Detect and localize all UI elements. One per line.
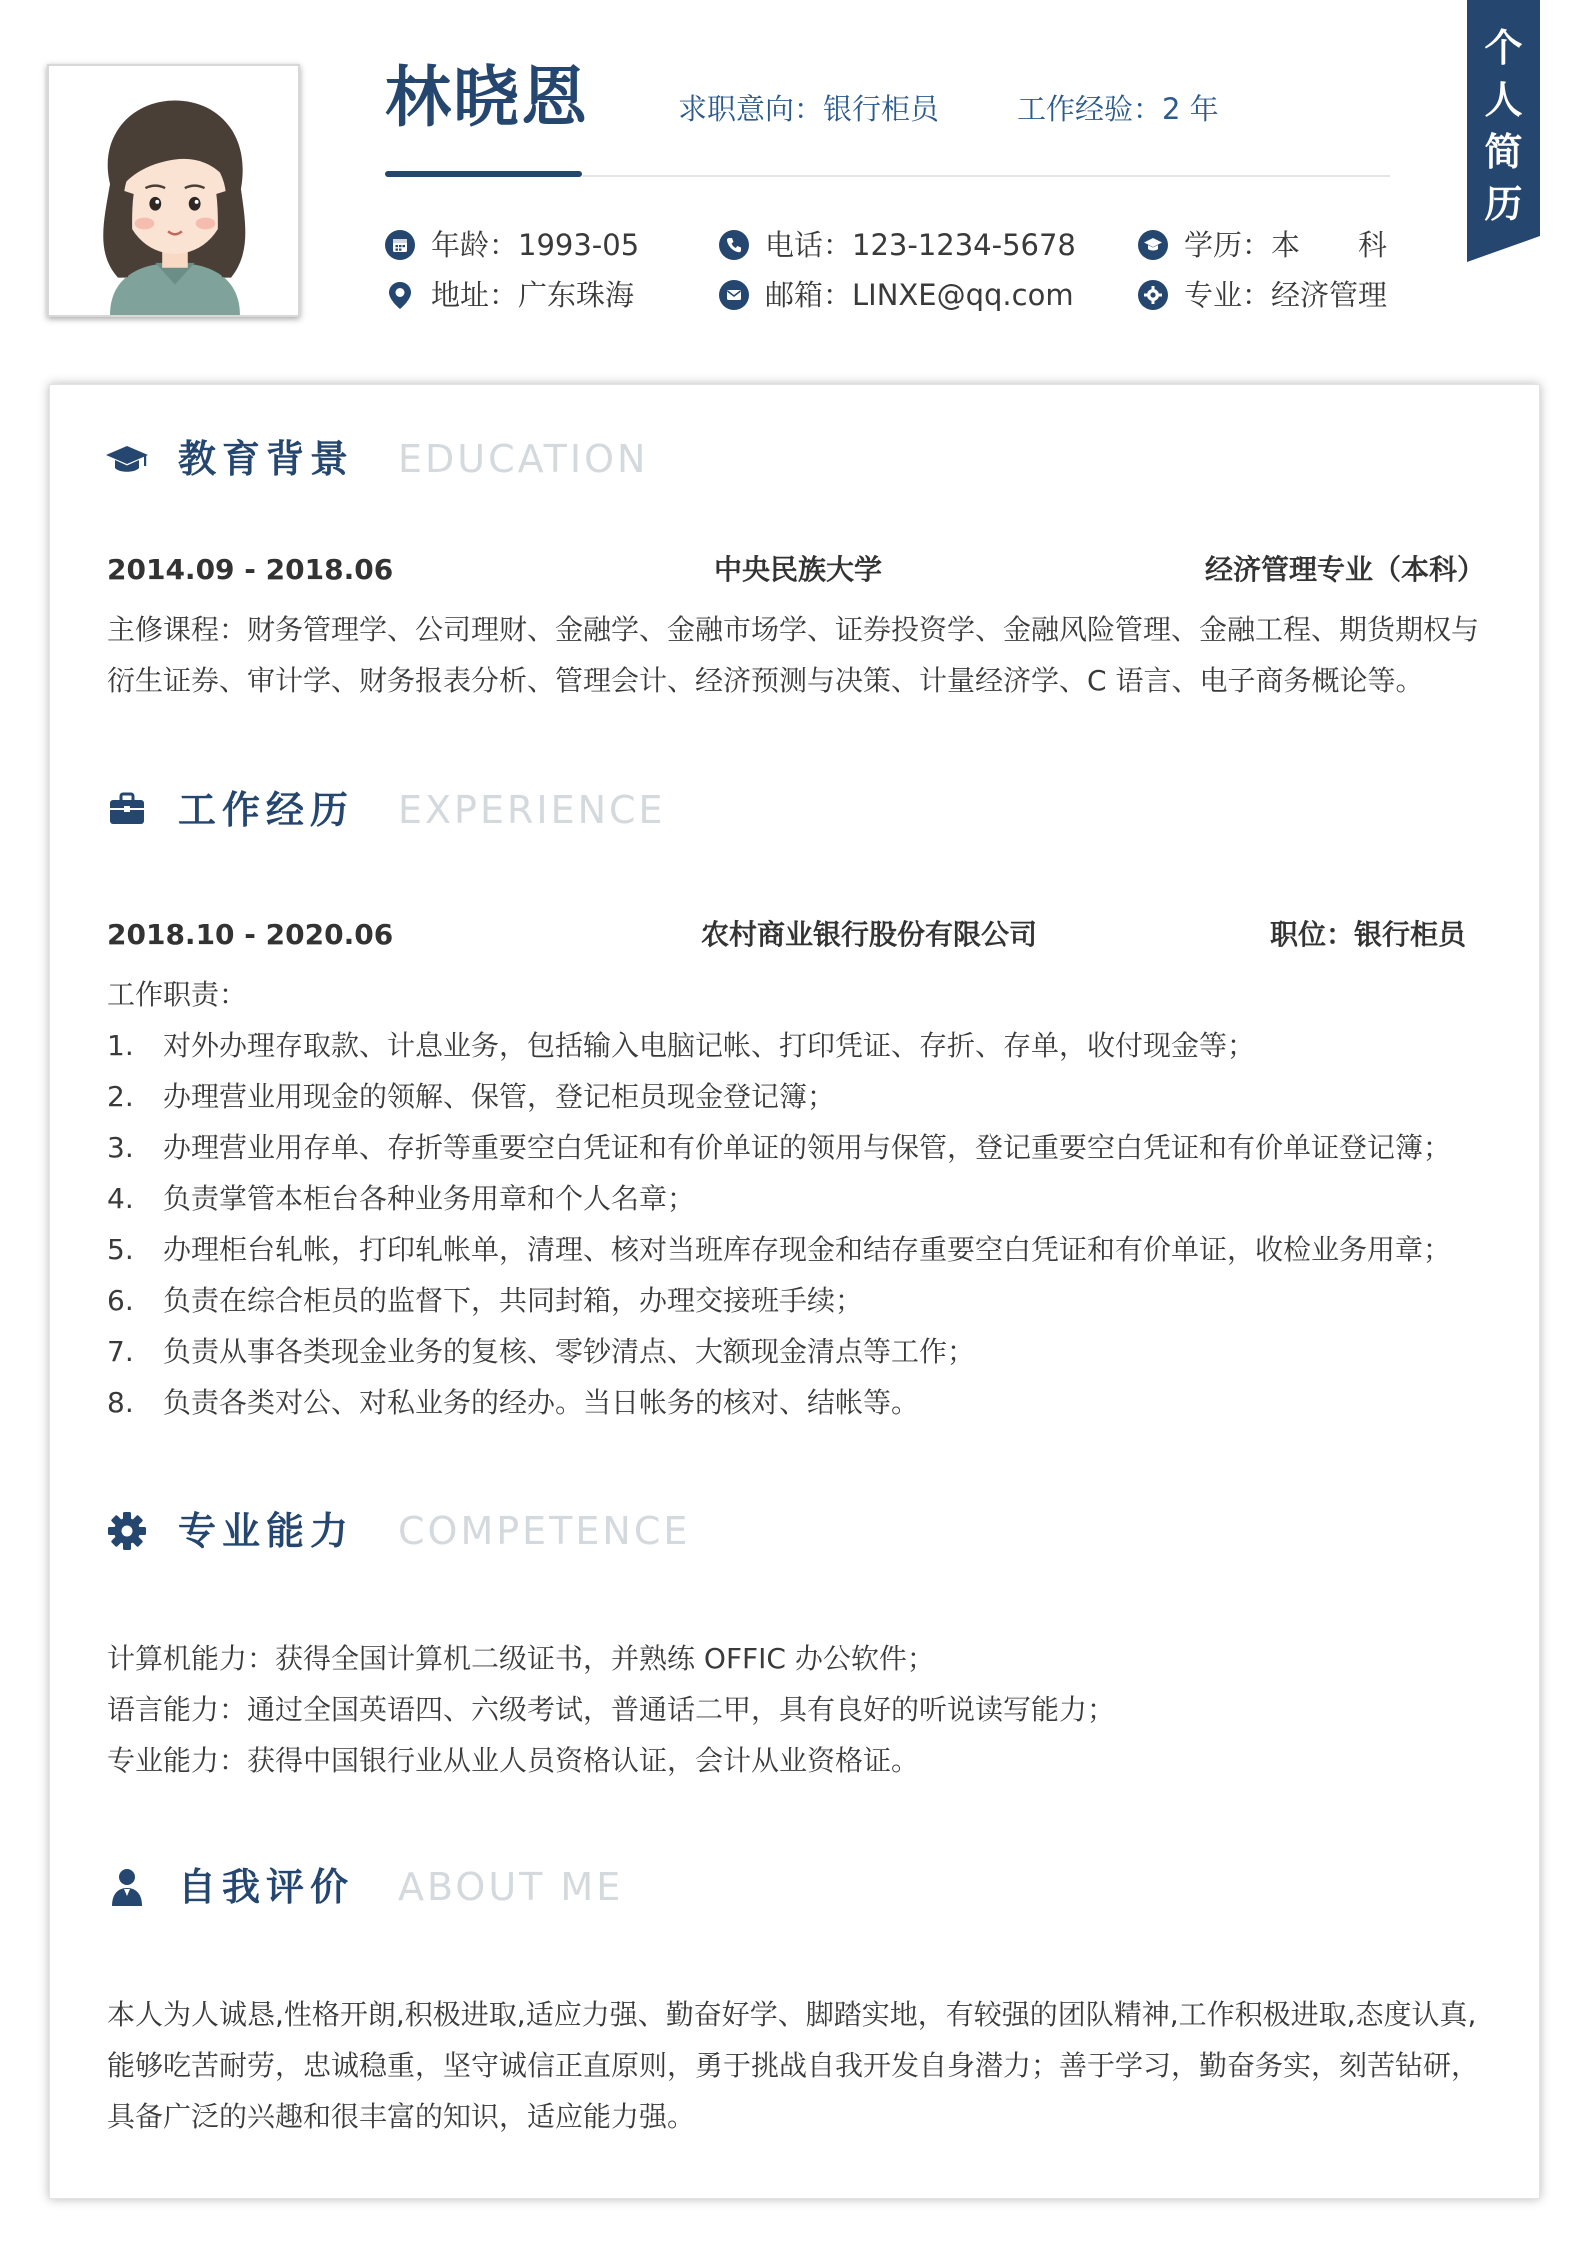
education-date: 2014.09 - 2018.06 (107, 553, 394, 586)
competence-item: 专业能力：获得中国银行业从业人员资格认证，会计从业资格证。 (107, 1744, 920, 1777)
duty-text: 办理营业用现金的领解、保管，登记柜员现金登记簿； (163, 1080, 836, 1113)
section-about-title: 自我评价 ABOUT ME (104, 1862, 623, 1912)
duty-item (107, 1377, 1482, 1428)
ribbon-char: 个 (1484, 26, 1523, 70)
competence-item: 语言能力：通过全国英语四、六级考试，普通话二甲，具有良好的听说读写能力； (107, 1693, 1116, 1726)
experience-position: 职位：银行柜员 (1270, 918, 1467, 951)
job-intent: 求职意向：银行柜员 (678, 92, 940, 126)
duty-text: 负责掌管本柜台各种业务用章和个人名章； (163, 1182, 696, 1215)
duty-number: 2. (107, 1080, 134, 1113)
education-degree: 经济管理专业（本科） (1205, 553, 1486, 586)
duty-item (107, 1173, 1482, 1224)
info-education: 学历：本 科 (1138, 228, 1387, 262)
person-icon (104, 1864, 150, 1910)
duty-text: 负责在综合柜员的监督下，共同封箱，办理交接班手续； (163, 1284, 864, 1317)
duty-number: 7. (107, 1335, 134, 1368)
duty-number: 8. (107, 1386, 134, 1419)
duty-number: 6. (107, 1284, 134, 1317)
briefcase-icon (104, 787, 150, 833)
profile-photo (47, 64, 300, 317)
name-underline (385, 171, 582, 177)
avatar-illustration (49, 66, 298, 315)
duties-list (107, 1020, 1482, 1428)
duty-number: 5. (107, 1233, 134, 1266)
info-email: 邮箱：LINXE@qq.com (719, 278, 1074, 312)
duty-number: 3. (107, 1131, 134, 1164)
work-experience-years: 工作经验：2 年 (1017, 92, 1219, 126)
graduation-icon (1138, 230, 1168, 260)
header-divider (582, 175, 1390, 177)
duty-text: 负责从事各类现金业务的复核、零钞清点、大额现金清点等工作； (163, 1335, 976, 1368)
competence-item: 计算机能力：获得全国计算机二级证书，并熟练 OFFIC 办公软件； (107, 1642, 935, 1675)
settings-icon (1138, 280, 1168, 310)
phone-icon (719, 230, 749, 260)
duty-item (107, 1275, 1482, 1326)
graduation-cap-icon (104, 436, 150, 482)
about-text: 本人为人诚恳,性格开朗,积极进取,适应力强、勤奋好学、脚踏实地，有较强的团队精神,工作积极进取,态度认真, 能够吃苦耐劳，忠诚稳重，坚守诚信正直原则，勇于挑战自我开发自身潜力；善于学习，勤奋务实，刻苦钻研， 具备广泛的兴趣和很丰富的知识，适应能力强。 (107, 1998, 1480, 2133)
resume-ribbon (1467, 0, 1540, 262)
section-competence-title: 专业能力 COMPETENCE (104, 1506, 690, 1556)
candidate-name: 林晓恩 (385, 59, 589, 136)
duty-item (107, 1071, 1482, 1122)
info-address: 地址：广东珠海 (385, 278, 634, 312)
duty-item (107, 1020, 1482, 1071)
duty-text: 办理柜台轧帐，打印轧帐单，清理、核对当班库存现金和结存重要空白凭证和有价单证，收检业务用章； (163, 1233, 1452, 1266)
duty-item (107, 1122, 1482, 1173)
duty-text: 负责各类对公、对私业务的经办。当日帐务的核对、结帐等。 (163, 1386, 920, 1419)
location-pin-icon (385, 280, 415, 310)
experience-row (107, 917, 1475, 953)
mail-icon (719, 280, 749, 310)
duty-number: 1. (107, 1029, 134, 1062)
ribbon-char: 历 (1484, 182, 1523, 226)
info-major: 专业：经济管理 (1138, 278, 1387, 312)
education-row (107, 552, 1486, 588)
info-phone: 电话：123-1234-5678 (719, 228, 1076, 262)
experience-date: 2018.10 - 2020.06 (107, 918, 394, 951)
duty-item (107, 1224, 1482, 1275)
gear-icon (104, 1508, 150, 1554)
competence-list (107, 1633, 1482, 1786)
info-age: 年龄：1993-05 (385, 228, 639, 262)
ribbon-char: 人 (1484, 78, 1523, 122)
duties-label: 工作职责： (107, 978, 248, 1011)
section-experience-title: 工作经历 EXPERIENCE (104, 785, 666, 835)
ribbon-char: 简 (1484, 130, 1523, 174)
education-school: 中央民族大学 (714, 553, 883, 586)
education-courses: 主修课程：财务管理学、公司理财、金融学、金融市场学、证券投资学、金融风险管理、金融工程、期货期权与 衍生证券、审计学、财务报表分析、管理会计、经济预测与决策、计量经济学、C 语言、电子商务概论等。 (107, 613, 1480, 697)
duty-text: 对外办理存取款、计息业务，包括输入电脑记帐、打印凭证、存折、存单，收付现金等； (163, 1029, 1256, 1062)
calendar-icon (385, 230, 415, 260)
duty-text: 办理营业用存单、存折等重要空白凭证和有价单证的领用与保管，登记重要空白凭证和有价单证登记簿； (163, 1131, 1452, 1164)
experience-company: 农村商业银行股份有限公司 (701, 918, 1038, 951)
duty-number: 4. (107, 1182, 134, 1215)
duty-item (107, 1326, 1482, 1377)
section-education-title: 教育背景 EDUCATION (104, 434, 648, 484)
